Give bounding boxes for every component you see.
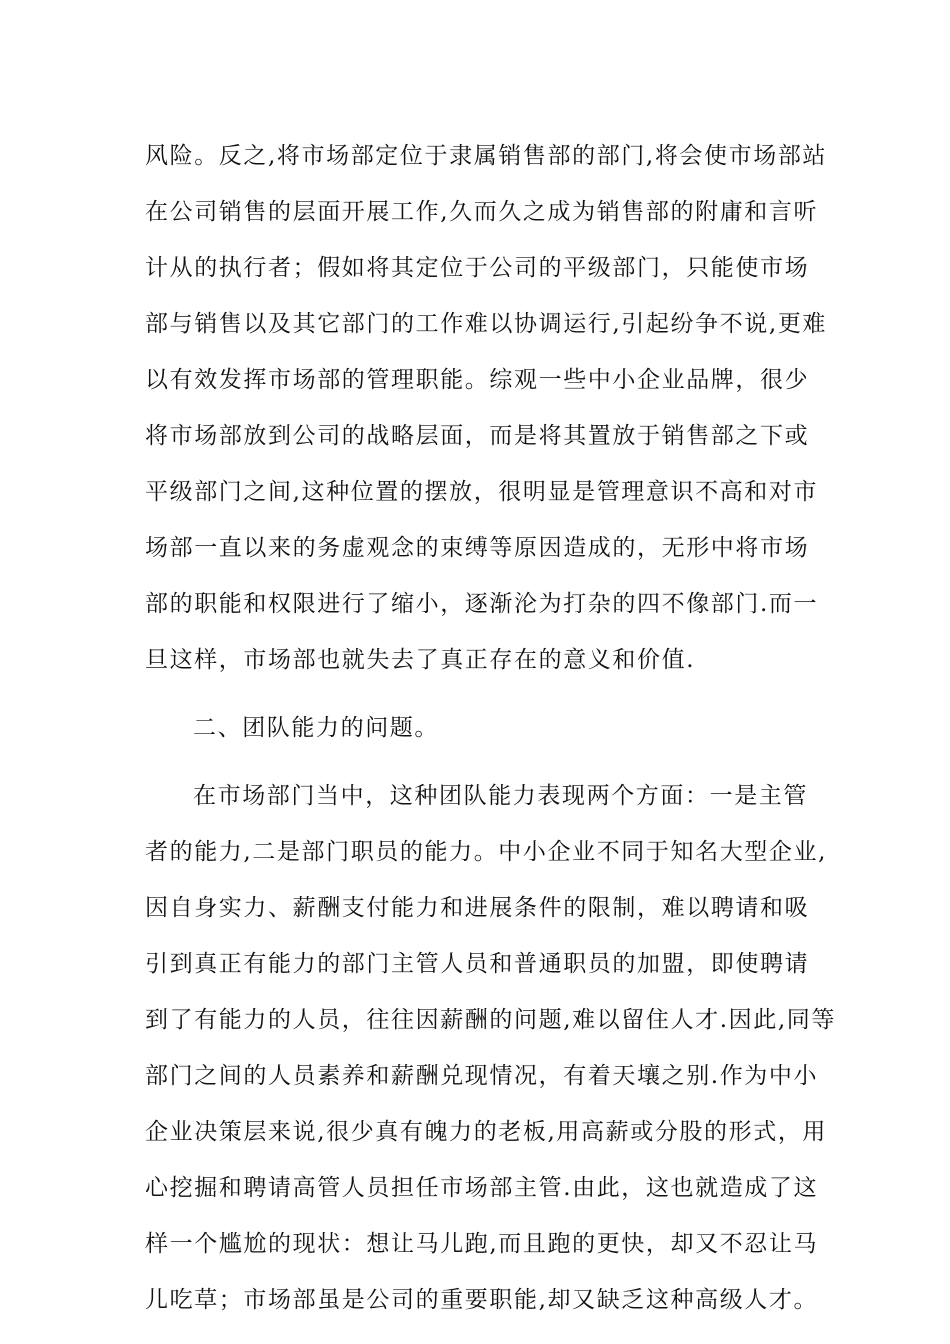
paragraph-line: 心挖掘和聘请高管人员担任市场部主管.由此，这也就造成了这 bbox=[145, 1175, 819, 1201]
section-heading: 二、团队能力的问题。 bbox=[193, 715, 439, 741]
paragraph-line: 平级部门之间,这种位置的摆放，很明显是管理意识不高和对市 bbox=[145, 479, 819, 505]
paragraph-line: 企业决策层来说,很少真有魄力的老板,用高薪或分股的形式，用 bbox=[145, 1119, 828, 1145]
paragraph-line: 部的职能和权限进行了缩小，逐渐沦为打杂的四不像部门.而一 bbox=[145, 591, 819, 617]
paragraph-line: 儿吃草；市场部虽是公司的重要职能,却又缺乏这种高级人才。 bbox=[145, 1287, 819, 1313]
paragraph-line: 将市场部放到公司的战略层面，而是将其置放于销售部之下或 bbox=[145, 423, 810, 449]
paragraph-line: 因自身实力、薪酬支付能力和进展条件的限制，难以聘请和吸 bbox=[145, 895, 810, 921]
paragraph-2 bbox=[145, 768, 836, 1328]
paragraph-1 bbox=[145, 128, 828, 688]
paragraph-line: 在公司销售的层面开展工作,久而久之成为销售部的附庸和言听 bbox=[145, 199, 819, 225]
paragraph-line: 旦这样，市场部也就失去了真正存在的意义和价值. bbox=[145, 647, 696, 673]
paragraph-line: 以有效发挥市场部的管理职能。综观一些中小企业品牌，很少 bbox=[145, 367, 810, 393]
paragraph-line: 场部一直以来的务虚观念的束缚等原因造成的，无形中将市场 bbox=[145, 535, 810, 561]
paragraph-line: 部与销售以及其它部门的工作难以协调运行,引起纷争不说,更难 bbox=[145, 311, 828, 337]
paragraph-line: 计从的执行者；假如将其定位于公司的平级部门，只能使市场 bbox=[145, 255, 810, 281]
paragraph-line: 风险。反之,将市场部定位于隶属销售部的部门,将会使市场部站 bbox=[145, 143, 828, 169]
paragraph-line: 到了有能力的人员，往往因薪酬的问题,难以留住人才.因此,同等 bbox=[145, 1007, 836, 1033]
paragraph-line: 者的能力,二是部门职员的能力。中小企业不同于知名大型企业, bbox=[145, 839, 828, 865]
paragraph-line: 部门之间的人员素养和薪酬兑现情况，有着天壤之别.作为中小 bbox=[145, 1063, 819, 1089]
paragraph-line: 在市场部门当中，这种团队能力表现两个方面：一是主管 bbox=[193, 783, 808, 809]
paragraph-spacer bbox=[145, 688, 810, 700]
paragraph-line: 引到真正有能力的部门主管人员和普通职员的加盟，即使聘请 bbox=[145, 951, 810, 977]
paragraph-line: 样一个尴尬的现状：想让马儿跑,而且跑的更快，却又不忍让马 bbox=[145, 1231, 819, 1257]
document-body bbox=[145, 128, 836, 1328]
paragraph-spacer bbox=[145, 756, 810, 768]
